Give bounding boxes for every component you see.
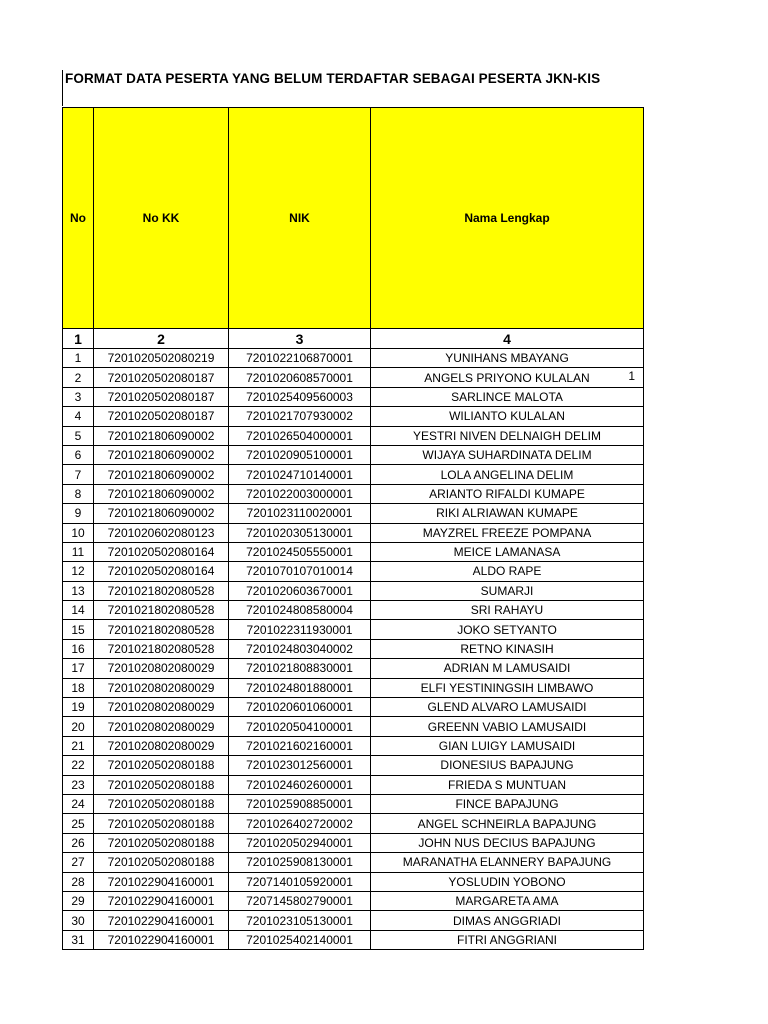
cell-no-kk (94, 562, 229, 581)
table-row (63, 756, 644, 775)
cell-nama (371, 349, 644, 368)
cell-no-kk-text: 7201020502080188 (107, 835, 215, 850)
table-row (63, 523, 644, 542)
cell-no-text: 21 (71, 739, 85, 753)
cell-no-text: 18 (71, 680, 85, 695)
cell-no-kk (94, 756, 229, 775)
cell-no-kk (94, 581, 229, 600)
table-row (63, 736, 644, 755)
cell-no-kk (94, 833, 229, 852)
cell-no-text: 26 (71, 835, 85, 850)
cell-no-text: 29 (71, 894, 85, 909)
cell-nama-text: ELFI YESTININGSIH LIMBAWO (420, 680, 594, 695)
cell-no-kk-text: 7201021806090002 (107, 467, 215, 482)
cell-nik (229, 833, 371, 852)
cell-no (63, 756, 94, 775)
cell-nik-text: 7201021808830001 (246, 661, 353, 676)
document-title: FORMAT DATA PESERTA YANG BELUM TERDAFTAR SEBAGAI PESERTA JKN-KIS (65, 71, 601, 86)
table-row (63, 775, 644, 794)
cell-no (63, 736, 94, 755)
cell-no-text: 16 (71, 642, 85, 657)
title-area (62, 70, 643, 106)
cell-no-text: 15 (71, 622, 85, 637)
cell-no-kk (94, 407, 229, 426)
cell-no-kk (94, 814, 229, 833)
cell-nik-text: 7201021602160001 (246, 739, 353, 753)
column-number-row (63, 329, 644, 349)
cell-no-kk (94, 853, 229, 872)
cell-no-kk (94, 678, 229, 697)
cell-nama (371, 620, 644, 639)
header-no: No (63, 108, 94, 329)
cell-nama (371, 756, 644, 775)
cell-no-kk (94, 717, 229, 736)
cell-nik (229, 736, 371, 755)
cell-nama (371, 794, 644, 813)
cell-nama (371, 542, 644, 561)
cell-nik (229, 407, 371, 426)
table-row (63, 659, 644, 678)
cell-no-kk-text: 7201020802080029 (107, 719, 215, 734)
cell-nik (229, 911, 371, 930)
cell-no (63, 581, 94, 600)
cell-nama (371, 872, 644, 891)
cell-nama (371, 639, 644, 658)
cell-nama-text: JOHN NUS DECIUS BAPAJUNG (418, 835, 596, 850)
cell-nik (229, 581, 371, 600)
cell-nik (229, 523, 371, 542)
cell-nama (371, 659, 644, 678)
cell-no-kk (94, 891, 229, 910)
table-row (63, 445, 644, 464)
cell-no-kk-text: 7201020802080029 (107, 700, 215, 715)
cell-no-text: 11 (71, 545, 85, 560)
table-body (63, 349, 644, 950)
table-row (63, 620, 644, 639)
cell-nik-text: 7201020608570001 (246, 370, 353, 385)
cell-no (63, 853, 94, 872)
cell-nama-text: DIONESIUS BAPAJUNG (440, 758, 574, 773)
cell-no-text: 19 (71, 700, 85, 715)
cell-nik-text: 7201020905100001 (246, 448, 353, 463)
cell-nama (371, 891, 644, 910)
cell-no-kk-text: 7201021802080528 (107, 622, 215, 637)
cell-nama-text: LOLA ANGELINA DELIM (440, 467, 574, 482)
cell-no-kk-text: 7201021802080528 (107, 583, 215, 598)
cell-no-kk (94, 930, 229, 949)
cell-nik-text: 7201023012560001 (246, 758, 353, 773)
cell-nama-text: SARLINCE MALOTA (451, 389, 563, 404)
cell-nik-text: 7201025402140001 (246, 932, 353, 947)
cell-nik (229, 775, 371, 794)
cell-nama-text: MARANATHA ELANNERY BAPAJUNG (402, 855, 612, 870)
cell-no-text: 31 (71, 932, 85, 947)
cell-no-kk-text: 7201020502080164 (107, 564, 215, 579)
cell-no (63, 368, 94, 387)
cell-no (63, 891, 94, 910)
cell-no-kk (94, 775, 229, 794)
participants-table (62, 107, 644, 950)
cell-no-kk-text: 7201020502080219 (107, 351, 215, 366)
cell-no-kk-text: 7201020502080188 (107, 855, 215, 870)
cell-no-text: 3 (74, 389, 82, 404)
table-row (63, 368, 644, 387)
table-row (63, 678, 644, 697)
cell-no-kk (94, 368, 229, 387)
table-row (63, 639, 644, 658)
cell-nama-text: GREENN VABIO LAMUSAIDI (427, 719, 587, 734)
cell-nama-text: ARIANTO RIFALDI KUMAPE (429, 486, 585, 501)
cell-no-kk-text: 7201021802080528 (107, 603, 215, 618)
cell-no-kk-text: 7201022904160001 (107, 874, 215, 889)
cell-no (63, 620, 94, 639)
cell-nik-text: 7201024803040002 (246, 642, 353, 657)
cell-nama-text: SRI RAHAYU (470, 603, 544, 618)
table-row (63, 349, 644, 368)
cell-nik (229, 484, 371, 503)
cell-no-text: 25 (71, 816, 85, 831)
cell-nik-text: 7201020504100001 (246, 719, 353, 734)
cell-no-kk-text: 7201020502080188 (107, 777, 215, 792)
cell-nama (371, 853, 644, 872)
cell-no-kk (94, 659, 229, 678)
cell-nik (229, 756, 371, 775)
table-row (63, 601, 644, 620)
cell-nik (229, 659, 371, 678)
cell-no-text: 2 (74, 370, 82, 385)
cell-nama (371, 504, 644, 523)
cell-nama (371, 814, 644, 833)
cell-nama-text: MARGARETA AMA (455, 894, 559, 909)
cell-nama-text: RETNO KINASIH (460, 642, 554, 657)
cell-nik-text: 7201023110020001 (246, 506, 353, 521)
cell-nik (229, 717, 371, 736)
cell-no (63, 794, 94, 813)
cell-no (63, 872, 94, 891)
cell-nama (371, 368, 644, 387)
cell-nik-text: 7201021707930002 (246, 409, 353, 424)
cell-nama (371, 736, 644, 755)
cell-nik-text: 7201022311930001 (246, 622, 353, 637)
cell-nik-text: 7201025908850001 (246, 797, 353, 812)
cell-no-kk-text: 7201020802080029 (107, 739, 215, 753)
cell-nama (371, 601, 644, 620)
cell-no-kk (94, 445, 229, 464)
table-row (63, 387, 644, 406)
cell-nik (229, 678, 371, 697)
cell-no (63, 639, 94, 658)
cell-no-kk (94, 542, 229, 561)
cell-no-kk (94, 601, 229, 620)
cell-nik-text: 7201024801880001 (246, 680, 353, 695)
header-nik: NIK (229, 108, 371, 329)
cell-nik (229, 504, 371, 523)
cell-no-kk (94, 872, 229, 891)
cell-nama-text: YOSLUDIN YOBONO (448, 874, 566, 889)
cell-nik (229, 445, 371, 464)
cell-no-kk-text: 7201022904160001 (107, 932, 215, 947)
cell-nama (371, 484, 644, 503)
table-row (63, 833, 644, 852)
cell-nama (371, 426, 644, 445)
cell-no-kk (94, 523, 229, 542)
cell-no-text: 30 (71, 913, 85, 928)
header-nama-lengkap: Nama Lengkap (371, 108, 644, 329)
cell-nik (229, 387, 371, 406)
cell-nama-text: WILIANTO KULALAN (449, 409, 565, 424)
cell-no-kk-text: 7201020502080187 (107, 409, 215, 424)
cell-no (63, 407, 94, 426)
cell-nik-text: 7201022003000001 (246, 486, 353, 501)
cell-no-kk-text: 7201020802080029 (107, 661, 215, 676)
cell-nik (229, 930, 371, 949)
cell-nik (229, 562, 371, 581)
cell-nik-text: 7201024505550001 (246, 545, 353, 560)
cell-no-kk-text: 7201020502080187 (107, 389, 215, 404)
cell-nik-text: 7201020502940001 (246, 835, 353, 850)
cell-nama-text: MEICE LAMANASA (453, 545, 561, 560)
cell-nama-text: FITRI ANGGRIANI (456, 932, 557, 947)
cell-nama-text: WIJAYA SUHARDINATA DELIM (422, 448, 592, 463)
cell-no-kk-text: 7201021806090002 (107, 448, 215, 463)
cell-no-kk-text: 7201021806090002 (107, 428, 215, 443)
cell-no-text: 10 (71, 525, 85, 540)
cell-nama-text: FRIEDA S MUNTUAN (447, 777, 566, 792)
cell-no-text: 6 (74, 448, 82, 463)
cell-no-kk-text: 7201020502080188 (107, 797, 215, 812)
cell-nama-text: FINCE BAPAJUNG (455, 797, 559, 812)
cell-no-kk (94, 465, 229, 484)
cell-no (63, 504, 94, 523)
cell-nik-text: 7201022106870001 (246, 351, 353, 366)
cell-no-kk-text: 7201021806090002 (107, 486, 215, 501)
cell-nik-text: 7207145802790001 (246, 894, 353, 909)
cell-no (63, 426, 94, 445)
cell-no (63, 542, 94, 561)
cell-no (63, 717, 94, 736)
cell-no-text: 28 (71, 874, 85, 889)
cell-no-kk-text: 7201020502080188 (107, 816, 215, 831)
cell-no-kk-text: 7201020502080188 (107, 758, 215, 773)
table-row (63, 407, 644, 426)
cell-no-kk (94, 426, 229, 445)
column-number: 1 (63, 329, 94, 349)
cell-no (63, 349, 94, 368)
cell-nama-text: JOKO SETYANTO (457, 622, 557, 637)
cell-no (63, 562, 94, 581)
cell-no (63, 698, 94, 717)
cell-no-text: 17 (71, 661, 85, 676)
cell-nik (229, 465, 371, 484)
table-row (63, 426, 644, 445)
cell-nama-text: YUNIHANS MBAYANG (445, 351, 569, 366)
cell-no-text: 8 (74, 486, 82, 501)
cell-no-kk (94, 484, 229, 503)
cell-nama-text: ANGELS PRIYONO KULALAN (424, 370, 590, 385)
cell-nama (371, 911, 644, 930)
cell-no-kk-text: 7201021806090002 (107, 506, 215, 521)
table-row (63, 872, 644, 891)
cell-no-text: 13 (71, 583, 85, 598)
cell-nik (229, 814, 371, 833)
table-row (63, 562, 644, 581)
cell-no-kk-text: 7201022904160001 (107, 913, 215, 928)
cell-nama (371, 678, 644, 697)
cell-nik (229, 620, 371, 639)
cell-nama (371, 523, 644, 542)
cell-nik-text: 7201020305130001 (246, 525, 353, 540)
header-row (63, 108, 644, 329)
cell-nik-text: 7201025908130001 (246, 855, 353, 870)
cell-nama-text: ANGEL SCHNEIRLA BAPAJUNG (417, 816, 597, 831)
cell-nama-text: ADRIAN M LAMUSAIDI (443, 661, 571, 676)
cell-no-text: 24 (71, 797, 85, 812)
cell-nama-text: SUMARJI (480, 583, 534, 598)
cell-nik (229, 542, 371, 561)
cell-nik (229, 368, 371, 387)
cell-nik-text: 7201026402720002 (246, 816, 353, 831)
table-row (63, 930, 644, 949)
cell-no-kk-text: 7201020502080187 (107, 370, 215, 385)
cell-no-text: 5 (74, 428, 82, 443)
cell-no-kk (94, 736, 229, 755)
cell-no-kk-text: 7201021802080528 (107, 642, 215, 657)
cell-no (63, 484, 94, 503)
cell-nama (371, 387, 644, 406)
cell-no (63, 465, 94, 484)
cell-no (63, 445, 94, 464)
cell-no-kk-text: 7201020802080029 (107, 680, 215, 695)
cell-nik-text: 7201026504000001 (246, 428, 353, 443)
cell-nik (229, 639, 371, 658)
cell-nik-text: 7201020601060001 (246, 700, 353, 715)
column-number: 3 (229, 329, 371, 349)
cell-no (63, 775, 94, 794)
cell-no-kk-text: 7201022904160001 (107, 894, 215, 909)
cell-no-text: 20 (71, 719, 85, 734)
cell-no (63, 523, 94, 542)
cell-no (63, 814, 94, 833)
cell-nik (229, 349, 371, 368)
cell-nama-text: YESTRI NIVEN DELNAIGH DELIM (412, 428, 602, 443)
cell-no (63, 601, 94, 620)
cell-no (63, 833, 94, 852)
column-number: 4 (371, 329, 644, 349)
cell-no-kk (94, 620, 229, 639)
cell-nama-text: GLEND ALVARO LAMUSAIDI (427, 700, 587, 715)
cell-nik (229, 891, 371, 910)
table-row (63, 911, 644, 930)
table-row (63, 698, 644, 717)
cell-nik-text: 7201023105130001 (246, 913, 353, 928)
table-row (63, 814, 644, 833)
cell-nama (371, 717, 644, 736)
cell-nik (229, 794, 371, 813)
header-no-kk: No KK (94, 108, 229, 329)
cell-nama (371, 775, 644, 794)
cell-nik-text: 7201024710140001 (246, 467, 353, 482)
cell-nik-text: 7207140105920001 (246, 874, 353, 889)
cell-no-text: 14 (71, 603, 85, 618)
cell-nama (371, 562, 644, 581)
cell-nama (371, 465, 644, 484)
cell-nik (229, 426, 371, 445)
cell-no-text: 7 (74, 467, 82, 482)
cell-nik-text: 7201070107010014 (246, 564, 353, 579)
cell-nama (371, 445, 644, 464)
cell-nama (371, 581, 644, 600)
cell-no-kk (94, 911, 229, 930)
cell-nama (371, 833, 644, 852)
cell-no-kk-text: 7201020602080123 (107, 525, 215, 540)
table-row (63, 794, 644, 813)
column-number: 2 (94, 329, 229, 349)
table-row (63, 717, 644, 736)
cell-nik (229, 601, 371, 620)
table-row (63, 504, 644, 523)
cell-extra-value: 1 (628, 369, 635, 384)
cell-no-text: 4 (74, 409, 82, 424)
cell-no-kk (94, 387, 229, 406)
cell-nama (371, 407, 644, 426)
cell-no-kk (94, 349, 229, 368)
cell-no-text: 23 (71, 777, 85, 792)
cell-no-kk-text: 7201020502080164 (107, 545, 215, 560)
cell-no (63, 930, 94, 949)
cell-no-text: 9 (74, 506, 82, 521)
cell-no-kk (94, 794, 229, 813)
cell-nik-text: 7201025409560003 (246, 389, 353, 404)
cell-no-text: 12 (71, 564, 85, 579)
cell-nama-text: DIMAS ANGGRIADI (452, 913, 562, 928)
cell-nama-text: RIKI ALRIAWAN KUMAPE (436, 506, 578, 521)
table-row (63, 484, 644, 503)
table-row (63, 465, 644, 484)
cell-no (63, 911, 94, 930)
cell-nik-text: 7201024602600001 (246, 777, 353, 792)
cell-nama-text: ALDO RAPE (472, 564, 542, 579)
cell-no (63, 659, 94, 678)
cell-nik-text: 7201024808580004 (246, 603, 353, 618)
cell-nik (229, 698, 371, 717)
cell-no-text: 1 (74, 351, 82, 366)
cell-nik-text: 7201020603670001 (246, 583, 353, 598)
cell-no-text: 27 (71, 855, 85, 870)
cell-nik (229, 872, 371, 891)
cell-nama (371, 698, 644, 717)
cell-no-text: 22 (71, 758, 85, 773)
cell-no (63, 387, 94, 406)
cell-no-kk (94, 639, 229, 658)
cell-nama-text: MAYZREL FREEZE POMPANA (422, 525, 592, 540)
cell-nama-text: GIAN LUIGY LAMUSAIDI (438, 739, 576, 753)
cell-nik (229, 853, 371, 872)
cell-nama (371, 930, 644, 949)
table-row (63, 891, 644, 910)
table-row (63, 853, 644, 872)
cell-no (63, 678, 94, 697)
cell-no-kk (94, 698, 229, 717)
table-row (63, 581, 644, 600)
cell-no-kk (94, 504, 229, 523)
table-row (63, 542, 644, 561)
